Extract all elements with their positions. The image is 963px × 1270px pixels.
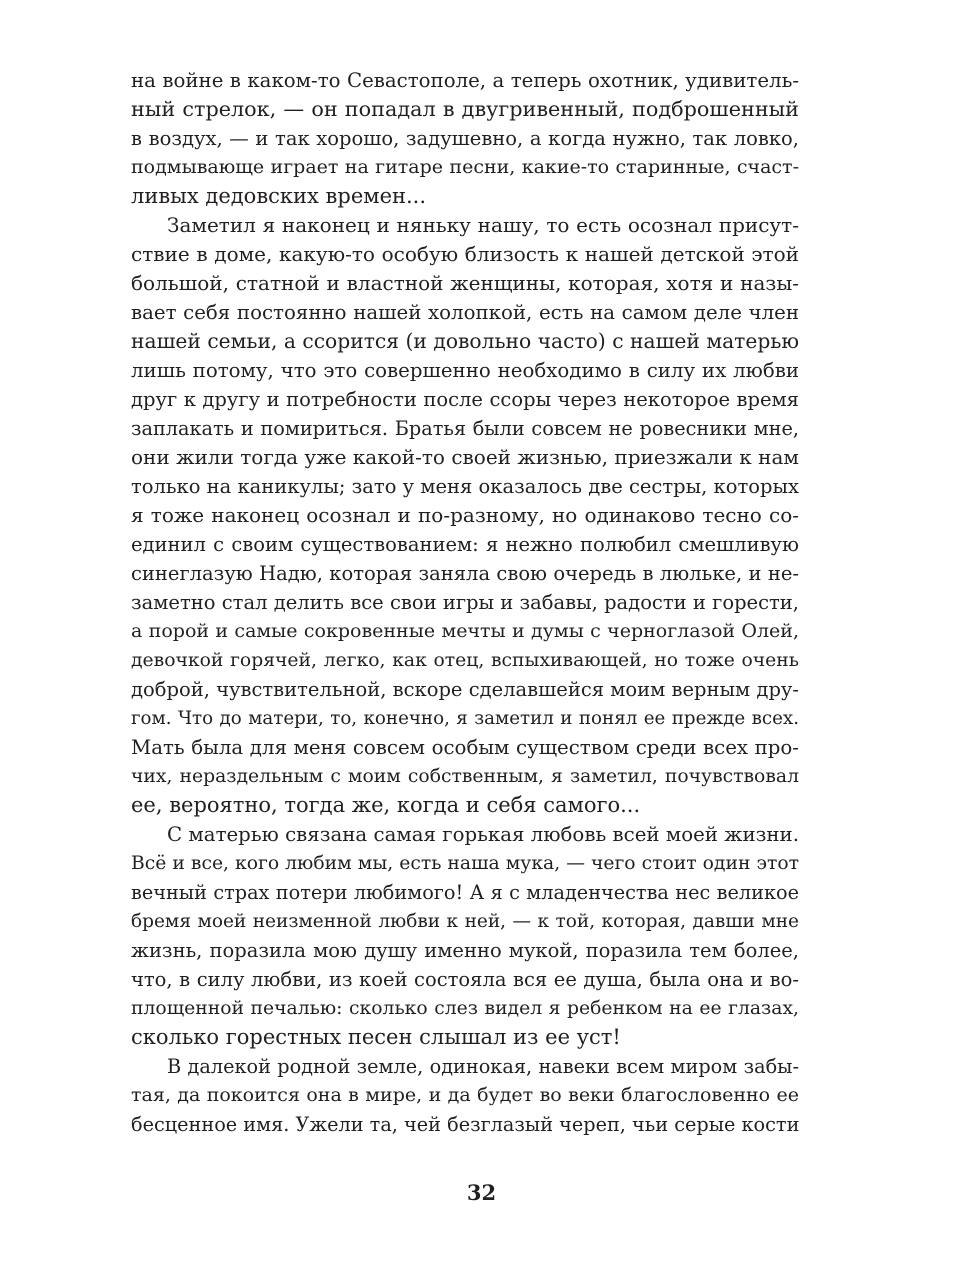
text-line: они жили тогда уже какой-то своей жизнью, приезжали к нам	[131, 445, 799, 469]
text-line: только на каникулы; зато у меня оказалось две сестры, которых	[131, 475, 799, 498]
text-line: заплакать и помириться. Братья были совсем не ровесники мне,	[131, 417, 799, 440]
text-line: жизнь, поразила мою душу именно мукой, поразила тем более,	[131, 939, 799, 962]
text-line: площенной печалью: сколько слез видел я ребенком на ее глазах,	[131, 998, 799, 1019]
text-line: бесценное имя. Ужели та, чей безглазый череп, чьи серые кости	[131, 1113, 800, 1136]
text-line: вечный страх потери любимого! А я с младенчества нес великое	[131, 881, 799, 904]
text-line: большой, статной и властной женщины, которая, хотя и назы-	[131, 271, 799, 295]
text-line: заметно стал делить все свои игры и забавы, радости и горести,	[131, 591, 799, 614]
text-line: я тоже наконец осознал и по-разному, но одинаково тесно со-	[131, 503, 799, 527]
text-line: а порой и самые сокровенные мечты и думы с черноглазой Олей,	[131, 620, 799, 642]
text-line: сколько горестных песен слышал из ее уст!	[131, 1025, 621, 1049]
text-line: на войне в каком-то Севастополе, а теперь охотник, удивитель-	[131, 69, 799, 92]
text-line: В далекой родной земле, одинокая, навеки всем миром забы-	[167, 1055, 799, 1078]
body-text	[131, 66, 799, 1139]
text-line: единил с своим существованием: я нежно полюбил смешливую	[131, 533, 799, 556]
text-line: гом. Что до матери, то, конечно, я заметил и понял ее прежде всех.	[131, 708, 799, 729]
text-line: С матерью связана самая горькая любовь всей моей жизни.	[167, 823, 799, 846]
text-line: Мать была для меня совсем особым существом среди всех про-	[131, 736, 799, 759]
text-line: ливых дедовских времен...	[131, 184, 427, 208]
text-line: вает себя постоянно нашей холопкой, есть на самом деле член	[131, 301, 799, 324]
text-line: синеглазую Надю, которая заняла свою очередь в люльке, и не-	[131, 562, 799, 585]
text-line: ный стрелок, — он попадал в двугривенный, подброшенный	[131, 97, 799, 121]
text-line: Заметил я наконец и няньку нашу, то есть осознал присут-	[167, 213, 799, 237]
text-line: Всё и все, кого любим мы, есть наша мука, — чего стоит один этот	[131, 853, 799, 874]
text-line: лишь потому, что это совершенно необходимо в силу их любви	[131, 359, 799, 382]
text-line: ствие в доме, какую-то особую близость к нашей детской этой	[131, 242, 799, 266]
text-line: в воздух, — и так хорошо, задушевно, а когда нужно, так ловко,	[131, 127, 799, 150]
text-line: подмывающе играет на гитаре песни, какие-то старинные, счаст-	[131, 156, 799, 178]
text-line: ее, вероятно, тогда же, когда и себя самого...	[131, 793, 641, 817]
text-line: нашей семьи, а ссорится (и довольно часто) с нашей матерью	[131, 329, 799, 353]
text-line: друг к другу и потребности после ссоры через некоторое время	[131, 388, 799, 411]
text-line: чих, нераздельным с моим собственным, я заметил, почувствовал	[131, 766, 799, 787]
text-line: доброй, чувствительной, вскоре сделавшейся моим верным дру-	[131, 678, 799, 701]
text-line: бремя моей неизменной любви к ней, — к той, которая, давши мне	[131, 911, 799, 932]
text-line: девочкой горячей, легко, как отец, вспыхивающей, но тоже очень	[131, 650, 799, 671]
text-line: что, в силу любви, из коей состояла вся ее душа, была она и во-	[131, 968, 799, 991]
page-number: 32	[466, 1180, 497, 1205]
text-line: тая, да покоится она в мире, и да будет во веки благословенно ее	[131, 1084, 799, 1106]
